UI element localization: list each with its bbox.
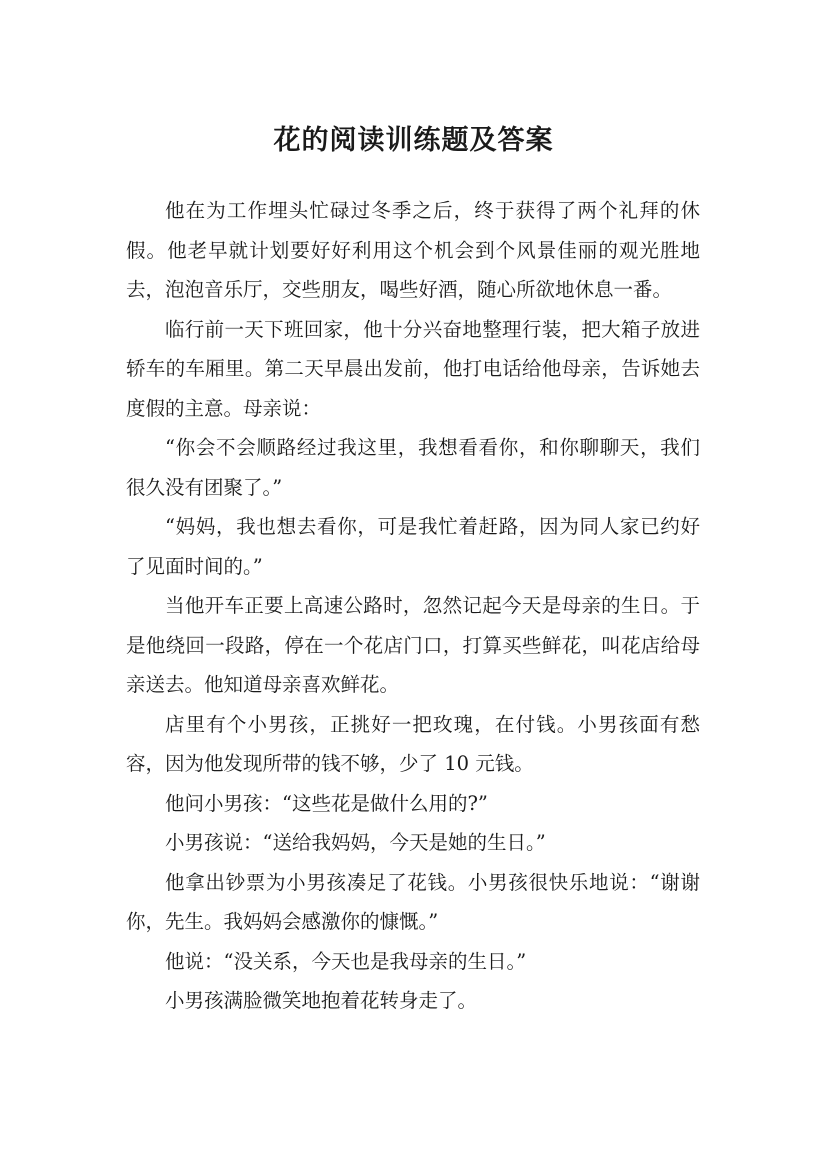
- document-title: 花的阅读训练题及答案: [273, 125, 554, 157]
- paragraph: 他说：“没关系，今天也是我母亲的生日。”: [165, 949, 527, 973]
- paragraph: 店里有个小男孩，正挑好一把玫瑰，在付钱。小男孩面有愁容，因为他发现所带的钱不够，少了 10 元钱。: [126, 712, 700, 775]
- paragraph: “妈妈，我也想去看你，可是我忙着赶路，因为同人家已约好了见面时间的。”: [126, 515, 700, 578]
- paragraph: 小男孩说：“送给我妈妈，今天是她的生日。”: [165, 831, 546, 854]
- document-body: [126, 191, 700, 1021]
- paragraph: 他在为工作埋头忙碌过冬季之后，终于获得了两个礼拜的休假。他老早就计划要好好利用这个机会到个风景佳丽的观光胜地去，泡泡音乐厅，交些朋友，喝些好酒，随心所欲地休息一番。: [126, 199, 700, 301]
- paragraph: 临行前一天下班回家，他十分兴奋地整理行装，把大箱子放进轿车的车厢里。第二天早晨出发前，他打电话给他母亲，告诉她去度假的主意。母亲说：: [126, 317, 700, 420]
- paragraph: “你会不会顺路经过我这里，我想看看你，和你聊聊天，我们很久没有团聚了。”: [126, 436, 700, 499]
- paragraph: 他问小男孩：“这些花是做什么用的?”: [165, 791, 488, 815]
- paragraph: 小男孩满脸微笑地抱着花转身走了。: [165, 989, 478, 1012]
- paragraph: 当他开车正要上高速公路时，忽然记起今天是母亲的生日。于是他绕回一段路，停在一个花店门口，打算买些鲜花，叫花店给母亲送去。他知道母亲喜欢鲜花。: [126, 594, 700, 696]
- paragraph: 他拿出钞票为小男孩凑足了花钱。小男孩很快乐地说：“谢谢你，先生。我妈妈会感激你的慷慨。”: [126, 870, 700, 933]
